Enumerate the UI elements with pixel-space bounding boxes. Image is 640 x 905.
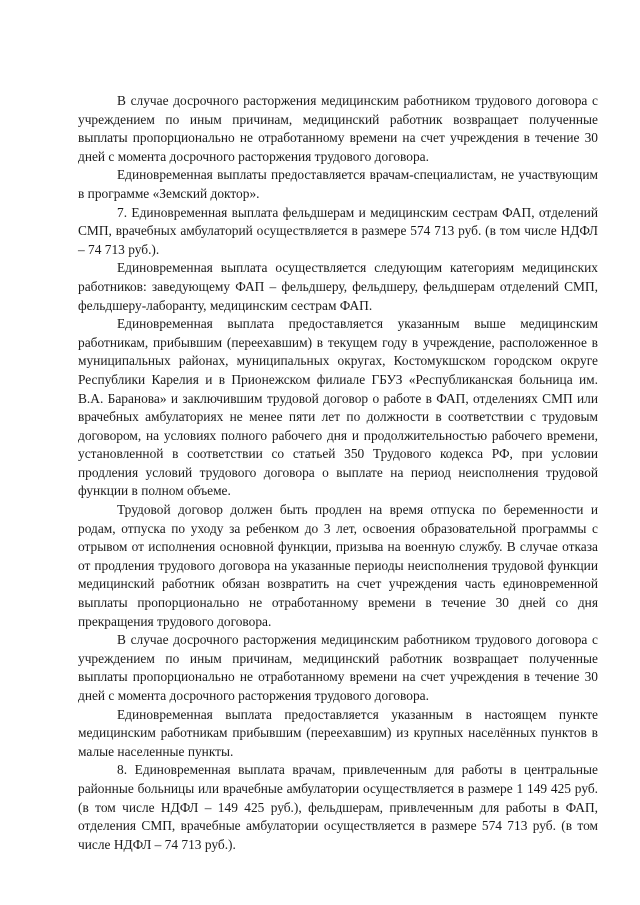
paragraph-categories: Единовременная выплата осуществляется следующим категориям медицинских работников: заведующему ФАП – фельдшеру, фельдшеру, фельдшерам отделений СМП, фельдшеру-лаборанту, медицинским сестрам ФАП. xyxy=(78,260,598,313)
paragraph-relocation: Единовременная выплата предоставляется указанным в настоящем пункте медицинским работникам прибывшим (переехавшим) из крупных населённых пунктов в малые населенные пункты. xyxy=(78,706,598,759)
paragraph-contract-extension: Трудовой договор должен быть продлен на время отпуска по беременности и родам, отпуска по уходу за ребенком до 3 лет, освоения образовательной программы с отрывом от исполнения основной функции, призыва на военную службу. В случае отказа от продления трудового договора на указанные периоды неисполнения трудовой функции медицинский работник обязан возвратить на счет учреждения часть единовременной выплаты пропорционально не отработанному времени в течение 30 дней со дня прекращения трудового договора. xyxy=(78,502,598,629)
paragraph-eligibility: Единовременная выплата предоставляется указанным выше медицинским работникам, прибывшим (переехавшим) в текущем году в учреждение, расположенное в муниципальных районах, муниципальных округах, Костомукшском городском округе Республики Карелия и в Прионежском филиале ГБУЗ «Республиканская больница им. В.А. Баранова» и заключившим трудовой договор о работе в ФАП, отделениях СМП или врачебных амбулаториях не менее пяти лет по должности в соответствии с трудовым договором, на условиях полного рабочего дня и продолжительностью рабочего времени, установленной в соответствии со статьей 350 Трудового кодекса РФ, при условии продления условий трудового договора о выплате на период неисполнения трудовой функции в полном объеме. xyxy=(78,316,598,499)
paragraph-item-7: 7. Единовременная выплата фельдшерам и медицинским сестрам ФАП, отделений СМП, врачебных амбулаторий осуществляется в размере 574 713 руб. (в том числе НДФЛ – 74 713 руб.). xyxy=(78,204,598,257)
document-page xyxy=(78,92,598,854)
paragraph-early-termination-1: В случае досрочного расторжения медицинским работником трудового договора с учреждением по иным причинам, медицинский работник возвращает полученные выплаты пропорционально не отработанному времени на счет учреждения в течение 30 дней с момента досрочного расторжения трудового договора. xyxy=(78,93,598,164)
paragraph-specialists: Единовременная выплаты предоставляется врачам-специалистам, не участвующим в программе «Земский доктор». xyxy=(78,167,598,201)
paragraph-early-termination-2: В случае досрочного расторжения медицинским работником трудового договора с учреждением по иным причинам, медицинский работник возвращает полученные выплаты пропорционально не отработанному времени на счет учреждения в течение 30 дней с момента досрочного расторжения трудового договора. xyxy=(78,632,598,703)
paragraph-item-8: 8. Единовременная выплата врачам, привлеченным для работы в центральные районные больницы или врачебные амбулатории осуществляется в размере 1 149 425 руб. (в том числе НДФЛ – 149 425 руб.), фельдшерам, привлеченным для работы в ФАП, отделения СМП, врачебные амбулатории осуществляется в размере 574 713 руб. (в том числе НДФЛ – 74 713 руб.). xyxy=(78,762,598,852)
